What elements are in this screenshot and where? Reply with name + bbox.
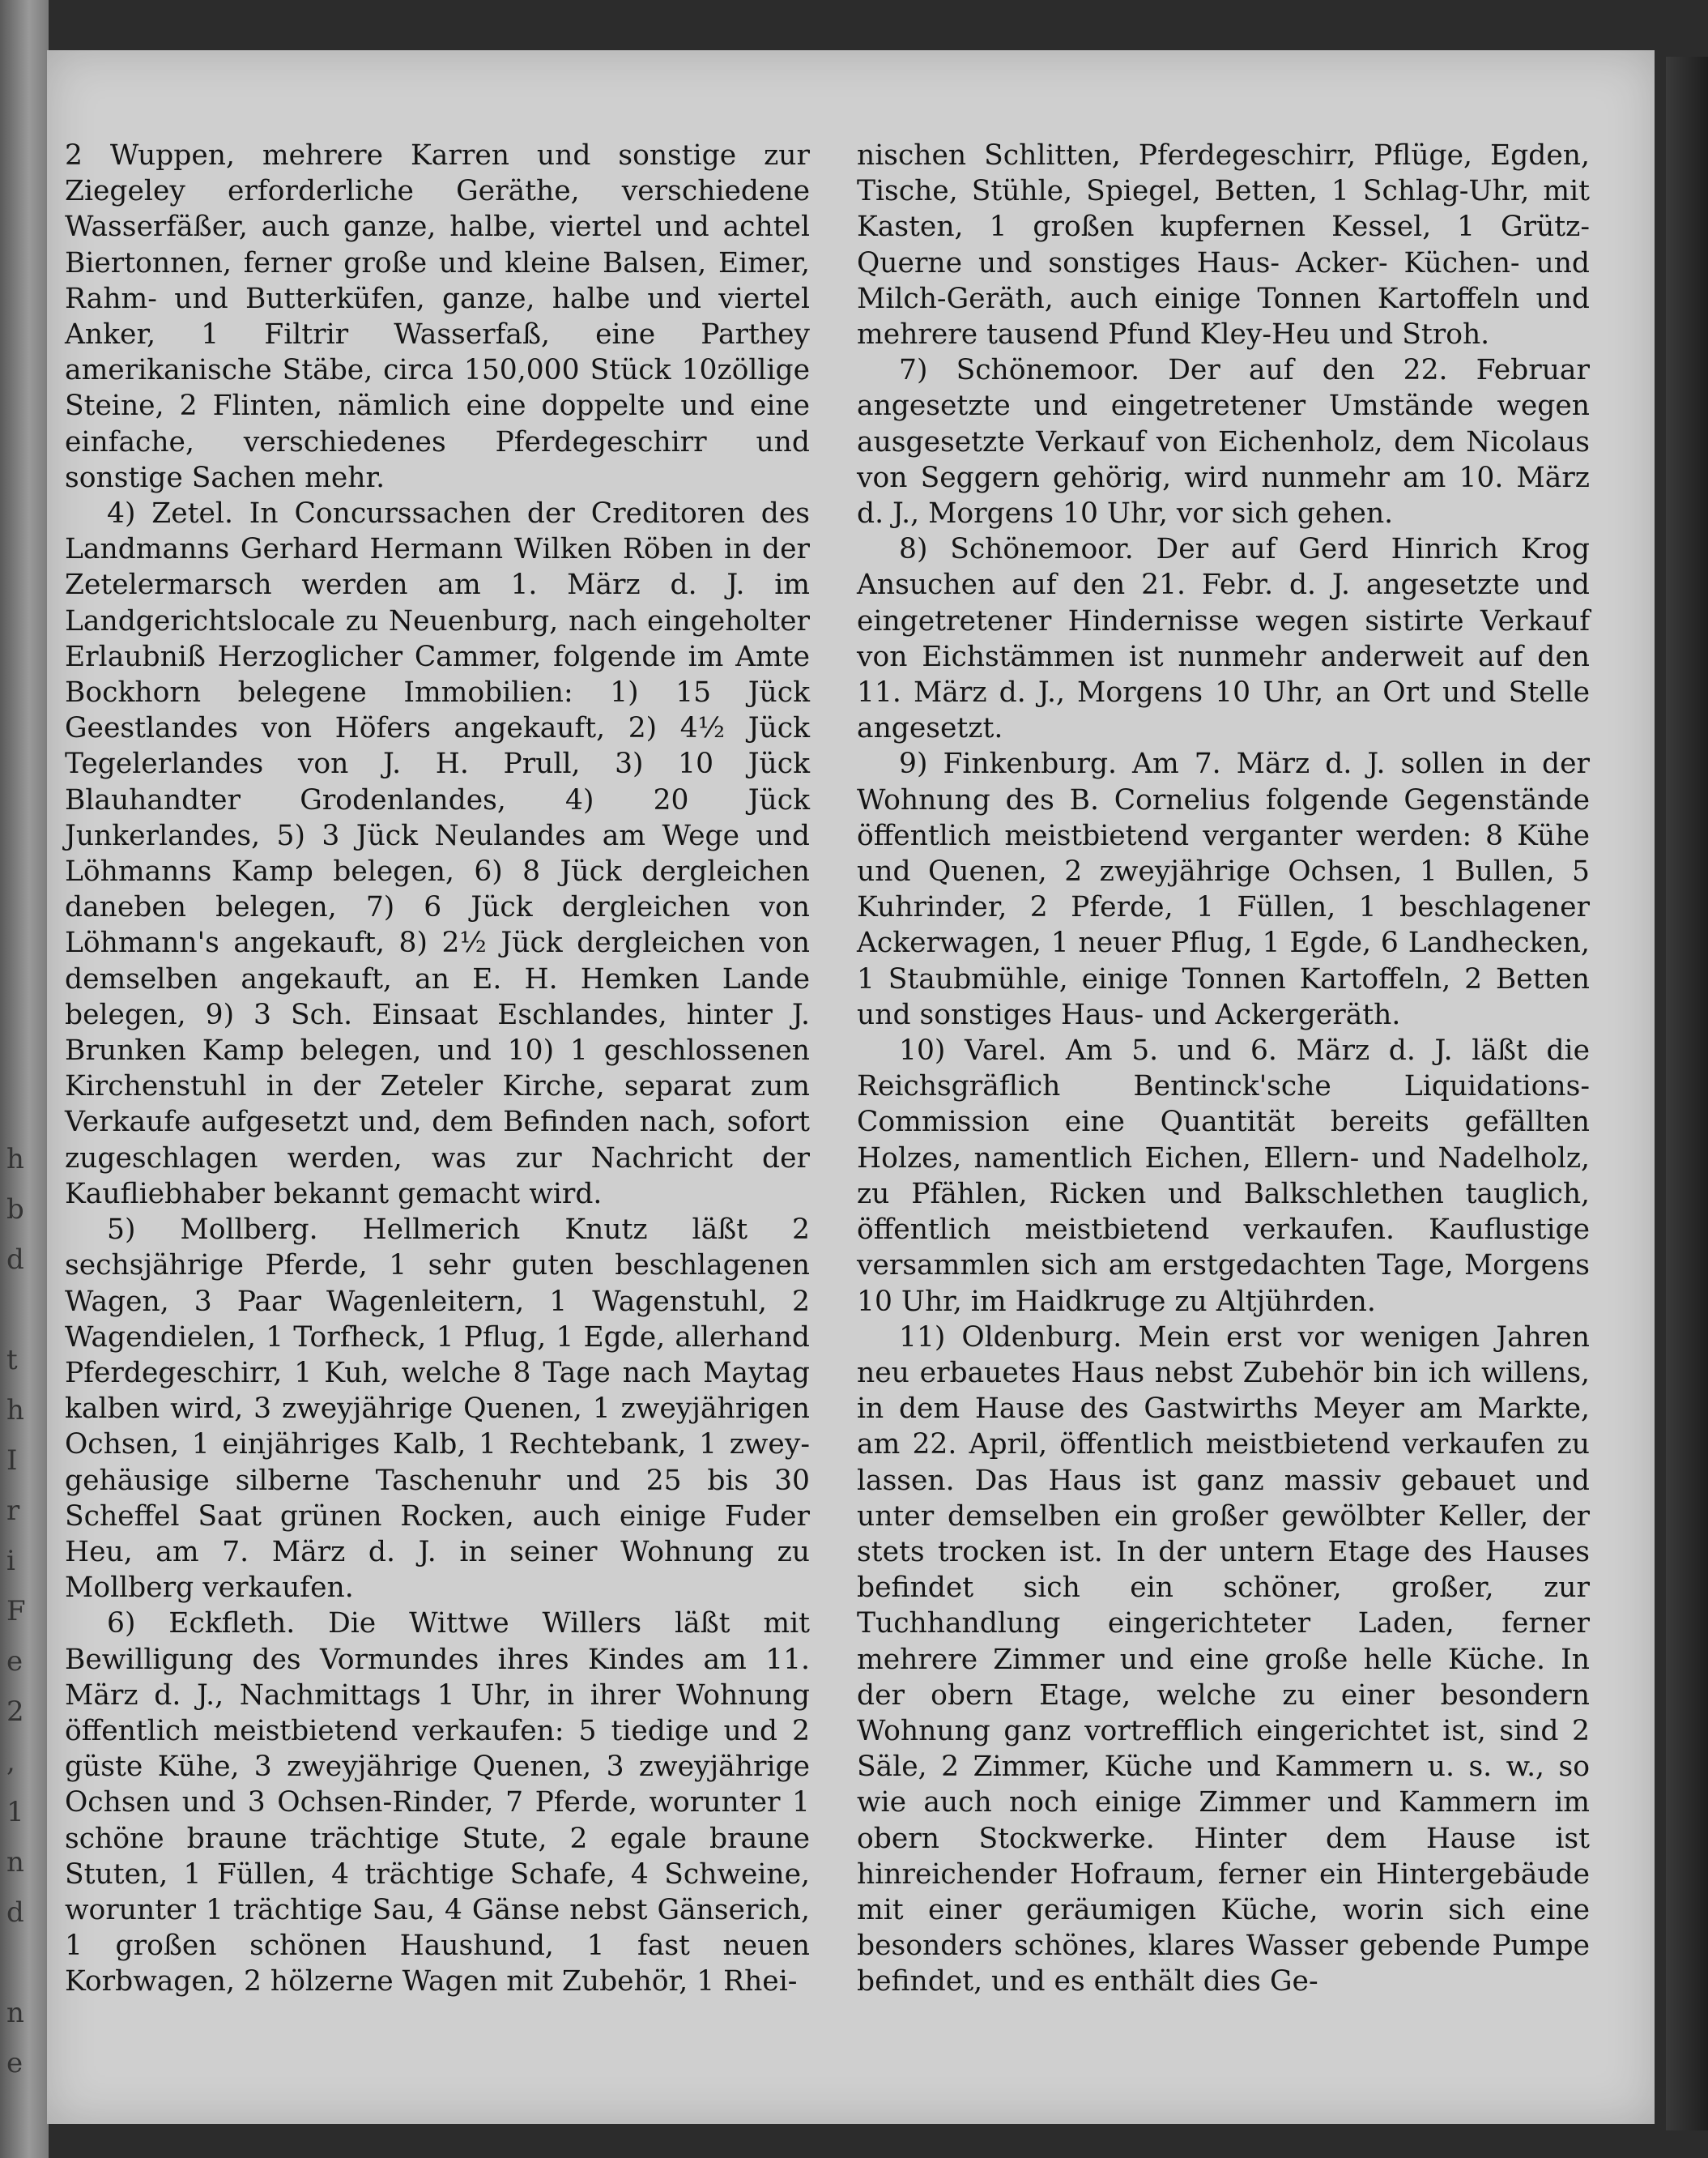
paragraph: 5) Mollberg. Hellmerich Knutz läßt 2 sechsjährige Pferde, 1 sehr guten beschlagenen Wagen, 3 Paar Wagenleitern, 1 Wagenstuhl, 2 Wagendielen, 1 Torfheck, 1 Pflug, 1 Egde, allerhand Pferdegeschirr, 1 Kuh, welche 8 Tage nach Maytag kalben wird, 3 zweyjährige Quenen, 1 zweyjährigen Ochsen, 1 einjähriges Kalb, 1 Rechtebank, 1 zwey-gehäusige silberne Taschenuhr und 25 bis 30 Scheffel Saat grünen Rocken, auch einige Fuder Heu, am 7. März d. J. in seiner Wohnung zu Mollberg verkaufen. [65, 1213, 810, 1605]
paragraph: 11) Oldenburg. Mein erst vor wenigen Jahren neu erbauetes Haus nebst Zubehör bin ich willens, in dem Hause des Gastwirths Meyer am Markte, am 22. April, öffentlich meistbietend verkaufen zu lassen. Das Haus ist ganz massiv gebauet und unter demselben ein großer gewölbter Keller, der stets trocken ist. In der untern Etage des Hauses befindet sich ein schöner, großer, zur Tuchhandlung eingerichteter Laden, ferner mehrere Zimmer und eine große helle Küche. In der obern Etage, welche zu einer besondern Wohnung ganz vortrefflich eingerichtet ist, sind 2 Säle, 2 Zimmer, Küche und Kammern u. s. w., so wie auch noch einige Zimmer und Kammern im obern Stockwerke. Hinter dem Hause ist hinreichender Hofraum, ferner ein Hintergebäude mit einer geräumigen Küche, worin sich eine besonders schönes, klares Wasser gebende Pumpe befindet, und es enthält dies Ge- [857, 1320, 1590, 1998]
paragraph: 6) Eckfleth. Die Wittwe Willers läßt mit Bewilligung des Vormundes ihres Kindes am 11. März d. J., Nachmittags 1 Uhr, in ihrer Wohnung öffentlich meistbietend verkaufen: 5 tiedige und 2 güste Kühe, 3 zweyjährige Quenen, 3 zweyjährige Ochsen und 3 Ochsen-Rinder, 7 Pferde, worunter 1 schöne braune trächtige Stute, 2 egale braune Stuten, 1 Füllen, 4 trächtige Schafe, 4 Schweine, worunter 1 trächtige Sau, 4 Gänse nebst Gänserich, 1 großen schönen Haushund, 1 fast neuen Korbwagen, 2 hölzerne Wagen mit Zubehör, 1 Rhei- [65, 1607, 810, 1998]
paragraph: 7) Schönemoor. Der auf den 22. Februar angesetzte und eingetretener Umstände wegen ausgesetzte Verkauf von Eichenholz, dem Nicolaus von Seggern gehörig, wird nunmehr am 10. März d. J., Morgens 10 Uhr, vor sich gehen. [857, 354, 1590, 531]
previous-page-edge [0, 0, 49, 2158]
paragraph: 2 Wuppen, mehrere Karren und sonstige zur Ziegeley erforderliche Geräthe, verschiedene Wasserfäßer, auch ganze, halbe, viertel und achtel Biertonnen, ferner große und kleine Balsen, Eimer, Rahm- und Butterküfen, ganze, halbe und viertel Anker, 1 Filtrir Wasserfaß, eine Parthey amerikanische Stäbe, circa 150,000 Stück 10zöllige Steine, 2 Flinten, nämlich eine doppelte und eine einfache, verschiedenes Pferdegeschirr und sonstige Sachen mehr. [65, 139, 810, 494]
paragraph: nischen Schlitten, Pferdegeschirr, Pflüge, Egden, Tische, Stühle, Spiegel, Betten, 1 Schlag-Uhr, mit Kasten, 1 großen kupfernen Kessel, 1 Grütz-Querne und sonstiges Haus- Acker- Küchen- und Milch-Geräth, auch einige Tonnen Kartoffeln und mehrere tausend Pfund Kley-Heu und Stroh. [857, 139, 1590, 352]
page-shadow-edge [1666, 57, 1708, 2130]
newspaper-page [47, 50, 1655, 2124]
left-column [65, 138, 810, 2000]
column-divider [828, 139, 830, 2067]
paragraph: 10) Varel. Am 5. und 6. März d. J. läßt die Reichsgräflich Bentinck'sche Liquidations-Commission eine Quantität bereits gefällten Holzes, namentlich Eichen, Ellern- und Nadelholz, zu Pfählen, Ricken und Balkschlethen tauglich, öffentlich meistbietend verkaufen. Kauflustige versammlen sich am erstgedachten Tage, Morgens 10 Uhr, im Haidkruge zu Altjührden. [857, 1034, 1590, 1318]
margin-fragments: h b d t h I r i F e 2 , 1 n d n e [6, 1143, 26, 2079]
right-column [857, 138, 1590, 2000]
paragraph: 4) Zetel. In Concurssachen der Creditoren des Landmanns Gerhard Hermann Wilken Röben in der Zetelermarsch werden am 1. März d. J. im Landgerichtslocale zu Neuenburg, nach eingeholter Erlaubniß Herzoglicher Cammer, folgende im Amte Bockhorn belegene Immobilien: 1) 15 Jück Geestlandes von Höfers angekauft, 2) 4½ Jück Tegelerlandes von J. H. Prull, 3) 10 Jück Blauhandter Grodenlandes, 4) 20 Jück Junkerlandes, 5) 3 Jück Neulandes am Wege und Löhmanns Kamp belegen, 6) 8 Jück dergleichen daneben belegen, 7) 6 Jück dergleichen von Löhmann's angekauft, 8) 2½ Jück dergleichen von demselben angekauft, an E. H. Hemken Lande belegen, 9) 3 Sch. Einsaat Eschlandes, hinter J. Brunken Kamp belegen, und 10) 1 geschlossenen Kirchenstuhl in der Zeteler Kirche, separat zum Verkaufe aufgesetzt und, dem Befinden nach, sofort zugeschlagen werden, was zur Nachricht der Kaufliebhaber bekannt gemacht wird. [65, 497, 810, 1210]
paragraph: 8) Schönemoor. Der auf Gerd Hinrich Krog Ansuchen auf den 21. Febr. d. J. angesetzte und eingetretener Hindernisse wegen sistirte Verkauf von Eichstämmen ist nunmehr anderweit auf den 11. März d. J., Morgens 10 Uhr, an Ort und Stelle angesetzt. [857, 533, 1590, 745]
paragraph: 9) Finkenburg. Am 7. März d. J. sollen in der Wohnung des B. Cornelius folgende Gegenstände öffentlich meistbietend verganter werden: 8 Kühe und Quenen, 2 zweyjährige Ochsen, 1 Bullen, 5 Kuhrinder, 2 Pferde, 1 Füllen, 1 beschlagener Ackerwagen, 1 neuer Pflug, 1 Egde, 6 Landhecken, 1 Staubmühle, einige Tonnen Kartoffeln, 2 Betten und sonstiges Haus- und Ackergeräth. [857, 748, 1590, 1031]
